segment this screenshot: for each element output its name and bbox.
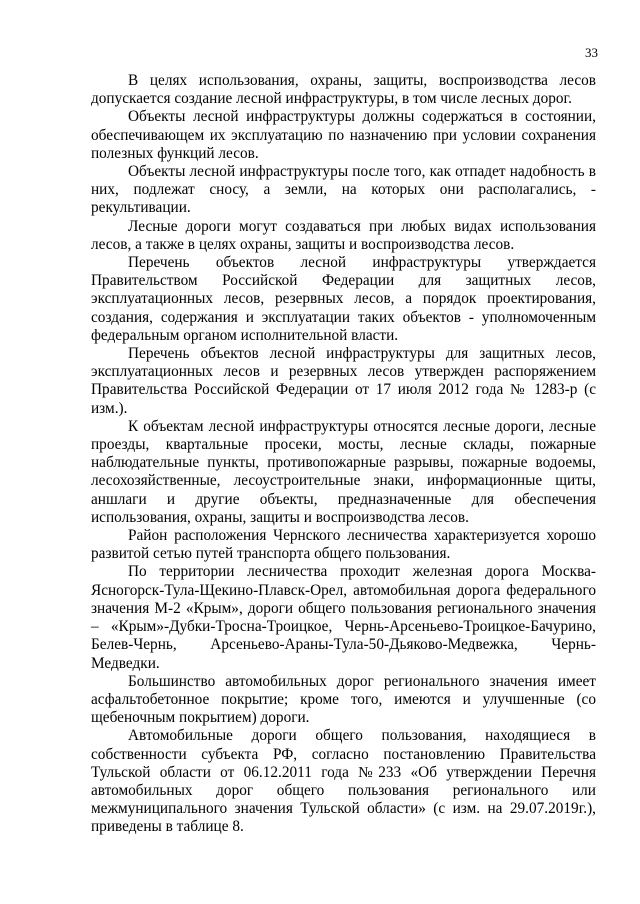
- paragraph-table-8-reference: Автомобильные дороги общего пользования, находящиеся в собственности субъекта РФ, согласно постановлению Правительства Тульской области от 06.12.2011 года №233 «Об утверждении Перечня автомобильных дорог общего пользования регионального или межмуниципального значения Тульской области» (с изм. на 29.07.2019г.), приведены в таблице 8.: [91, 727, 596, 836]
- paragraph-transport-network: Район расположения Чернского лесничества характеризуется хорошо развитой сетью путей транспорта общего пользования.: [91, 527, 596, 563]
- paragraph-road-surfaces: Большинство автомобильных дорог регионального значения имеет асфальтобетонное покрытие; кроме того, имеются и улучшенные (со щебеночным покрытием) дороги.: [91, 672, 596, 727]
- body-text: [91, 72, 596, 837]
- paragraph-infrastructure-objects: К объектам лесной инфраструктуры относятся лесные дороги, лесные проезды, квартальные просеки, мосты, лесные склады, пожарные наблюдательные пункты, противопожарные разрывы, пожарные водоемы, лесохозяйственные, лесоустроительные знаки, информационные щиты, аншлаги и другие объекты, предназначенные для обеспечения использования, охраны, защиты и воспроизводства лесов.: [91, 417, 596, 526]
- paragraph-order-1283: Перечень объектов лесной инфраструктуры для защитных лесов, эксплуатационных лесов и резервных лесов утвержден распоряжением Правительства Российской Федерации от 17 июля 2012 года № 1283-р (с изм.).: [91, 345, 596, 417]
- paragraph-infrastructure-removal: Объекты лесной инфраструктуры после того, как отпадет надобность в них, подлежат сносу, а земли, на которых они располагались, - рекультивации.: [91, 163, 596, 217]
- paragraph-forest-roads: Лесные дороги могут создаваться при любых видах использования лесов, а также в целях охраны, защиты и воспроизводства лесов.: [91, 217, 596, 253]
- paragraph-railway-and-roads: По территории лесничества проходит железная дорога Москва-Ясногорск-Тула-Щекино-Плавск-Орел, автомобильная дорога федерального значения М-2 «Крым», дороги общего пользования регионального значения – «Крым»-Дубки-Тросна-Троицкое, Чернь-Арсеньево-Троицкое-Бачурино, Белев-Чернь, Арсеньево-Араны-Тула-50-Дьяково-Медвежка, Чернь-Медведки.: [91, 563, 596, 672]
- paragraph-government-approval: Перечень объектов лесной инфраструктуры утверждается Правительством Российской Федерации для защитных лесов, эксплуатационных лесов, резервных лесов, а порядок проектирования, создания, содержания и эксплуатации таких объектов - уполномоченным федеральным органом исполнительной власти.: [91, 254, 596, 344]
- paragraph-forest-infrastructure-purpose: В целях использования, охраны, защиты, воспроизводства лесов допускается создание лесной инфраструктуры, в том числе лесных дорог.: [91, 72, 596, 108]
- paragraph-infrastructure-maintenance: Объекты лесной инфраструктуры должны содержаться в состоянии, обеспечивающем их эксплуатацию по назначению при условии сохранения полезных функций лесов.: [91, 108, 596, 162]
- page-number: 33: [585, 45, 598, 60]
